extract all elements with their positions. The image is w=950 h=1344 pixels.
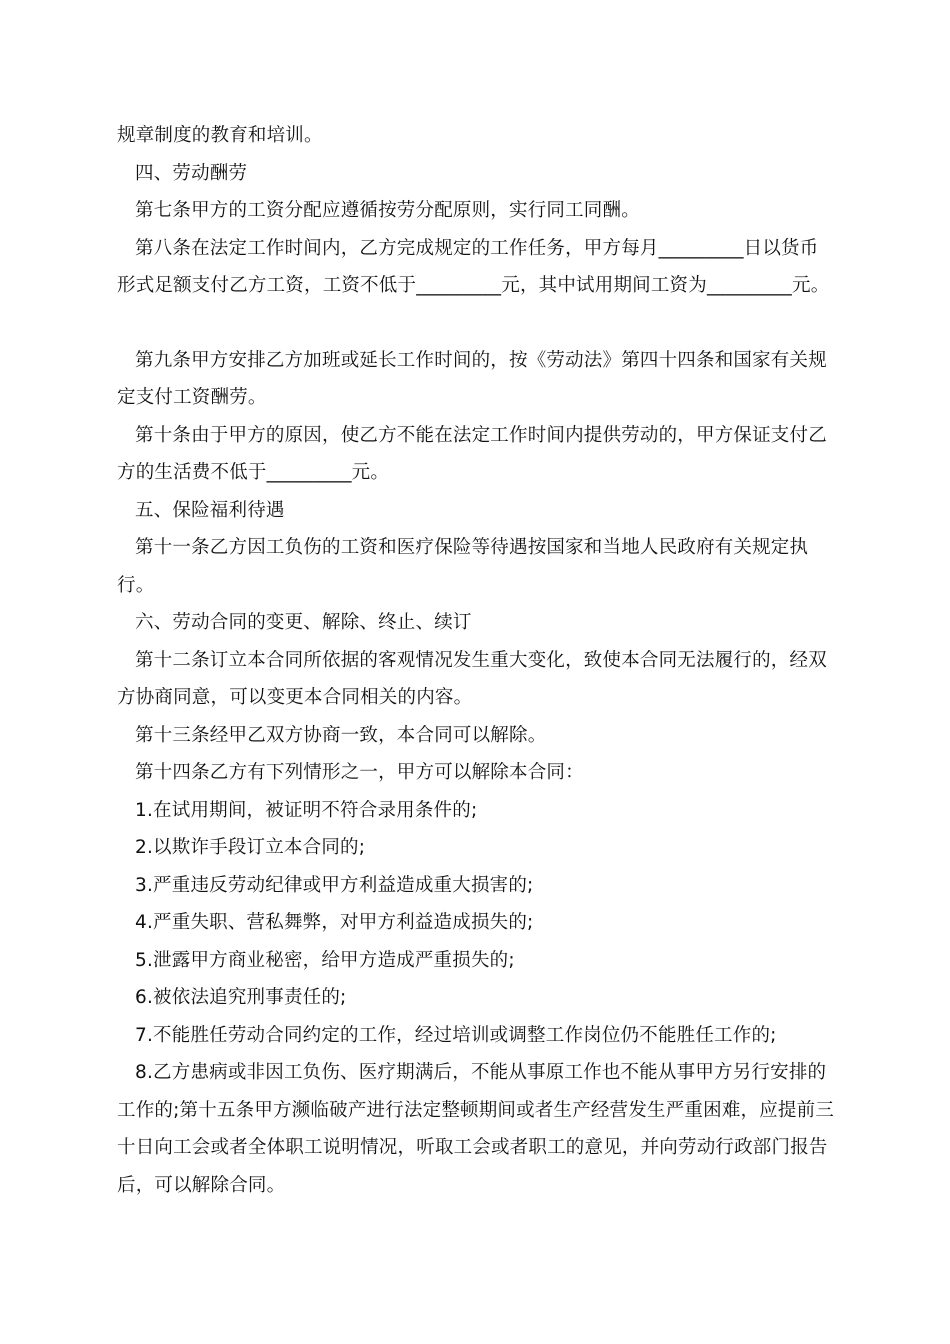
paragraph-gap [117, 305, 837, 342]
section-heading-5: 五、保险福利待遇 [135, 499, 285, 521]
article-11: 第十一条乙方因工负伤的工资和医疗保险等待遇按国家和当地人民政府有关规定执行。 [117, 537, 809, 596]
list-item-6: 6.被依法追究刑事责任的; [135, 987, 347, 1008]
list-item-7: 7.不能胜任劳动合同约定的工作，经过培训或调整工作岗位仍不能胜任工作的; [135, 1024, 777, 1046]
article-13: 第十三条经甲乙双方协商一致，本合同可以解除。 [135, 724, 547, 746]
list-item-1: 1.在试用期间，被证明不符合录用条件的; [135, 799, 478, 821]
article-7: 第七条甲方的工资分配应遵循按劳分配原则，实行同工同酬。 [135, 200, 640, 221]
section-heading-4: 四、劳动酬劳 [135, 162, 248, 184]
article-9: 第九条甲方安排乙方加班或延长工作时间的，按《劳动法》第四十四条和国家有关规定支付工资酬劳。 [117, 349, 827, 408]
list-item-8: 8.乙方患病或非因工负伤、医疗期满后，不能从事原工作也不能从事甲方另行安排的工作的;第十五条甲方濒临破产进行法定整顿期间或者生产经营发生严重困难，应提前三十日向工会或者全体职工说明情况，听取工会或者职工的意见，并向劳动行政部门报告后，可以解除合同。 [117, 1062, 835, 1196]
article-10: 第十条由于甲方的原因，使乙方不能在法定工作时间内提供劳动的，甲方保证支付乙方的生活费不低于_________元。 [117, 424, 827, 483]
article-12: 第十二条订立本合同所依据的客观情况发生重大变化，致使本合同无法履行的，经双方协商同意，可以变更本合同相关的内容。 [117, 649, 827, 708]
section-heading-6: 六、劳动合同的变更、解除、终止、续订 [135, 612, 472, 633]
list-item-2: 2.以欺诈手段订立本合同的; [135, 837, 366, 858]
list-item-3: 3.严重违反劳动纪律或甲方利益造成重大损害的; [135, 874, 534, 896]
article-14: 第十四条乙方有下列情形之一，甲方可以解除本合同： [135, 762, 584, 783]
document-body [117, 117, 837, 1204]
article-8: 第八条在法定工作时间内，乙方完成规定的工作任务，甲方每月_________日以货币形式足额支付乙方工资，工资不低于_________元，其中试用期间工资为_________元。 [117, 237, 830, 296]
list-item-5: 5.泄露甲方商业秘密，给甲方造成严重损失的; [135, 949, 515, 971]
list-item-4: 4.严重失职、营私舞弊，对甲方利益造成损失的; [135, 912, 534, 933]
paragraph-continuation: 规章制度的教育和培训。 [117, 125, 323, 146]
